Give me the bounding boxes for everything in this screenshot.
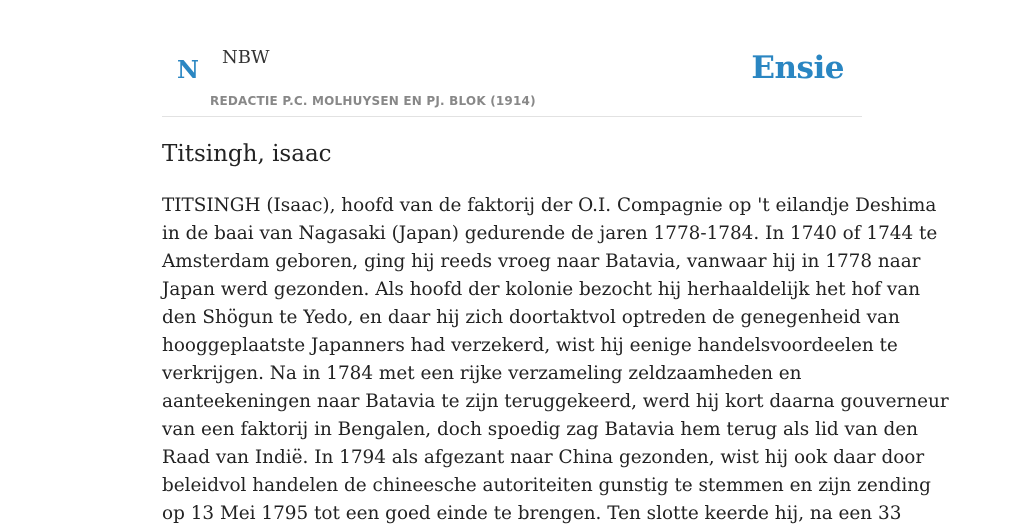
article-line: Amsterdam geboren, ging hij reeds vroeg naar Batavia, vanwaar hij in 1778 naar bbox=[162, 251, 921, 272]
article-line: aanteekeningen naar Batavia te zijn teruggekeerd, werd hij kort daarna gouverneur bbox=[162, 391, 949, 412]
article-line: hooggeplaatste Japanners had verzekerd, wist hij eenige handelsvoordeelen te bbox=[162, 335, 898, 356]
article-line: in de baai van Nagasaki (Japan) gedurende de jaren 1778-1784. In 1740 of 1744 te bbox=[162, 223, 938, 244]
brand-logo[interactable]: Ensie bbox=[751, 50, 844, 86]
article-line: beleidvol handelen de chineesche autoriteiten gunstig te stemmen en zijn zending bbox=[162, 475, 931, 496]
source-subtitle: REDACTIE P.C. MOLHUYSEN EN PJ. BLOK (1914) bbox=[210, 94, 536, 108]
article-line: van een faktorij in Bengalen, doch spoedig zag Batavia hem terug als lid van den bbox=[162, 419, 919, 440]
article-line: Raad van Indië. In 1794 als afgezant naar China gezonden, wist hij ook daar door bbox=[162, 447, 925, 468]
article-body bbox=[162, 192, 949, 528]
article-line: TITSINGH (Isaac), hoofd van de faktorij der O.I. Compagnie op 't eilandje Deshima bbox=[162, 195, 937, 216]
article-line: verkrijgen. Na in 1784 met een rijke verzameling zeldzaamheden en bbox=[162, 363, 802, 384]
article-line: Japan werd gezonden. Als hoofd der kolonie bezocht hij herhaaldelijk het hof van bbox=[162, 279, 921, 300]
source-title[interactable]: NBW bbox=[222, 47, 270, 68]
source-header bbox=[162, 0, 862, 117]
article-line: den Shögun te Yedo, en daar hij zich doortaktvol optreden de genegenheid van bbox=[162, 307, 900, 328]
article-line: op 13 Mei 1795 tot een goed einde te brengen. Ten slotte keerde hij, na een 33 bbox=[162, 503, 902, 524]
source-logo-letter: N bbox=[177, 55, 199, 84]
article-title: Titsingh, isaac bbox=[162, 141, 332, 167]
